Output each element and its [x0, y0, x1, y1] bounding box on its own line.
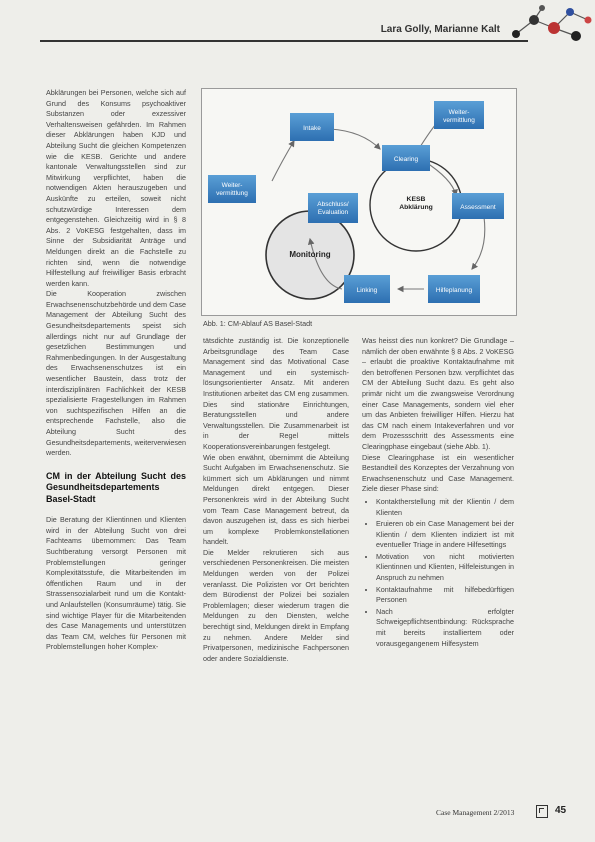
journal-logo-icon: [536, 805, 548, 818]
col3-paragraph-2: Diese Clearingphase ist ein wesentlicher Bestandteil des Konzeptes der Verzahnung von Erwachsenenschutz und Case Management. Ziele dieser Phase sind:: [362, 452, 514, 494]
label-assessment: Assessment: [460, 204, 496, 211]
list-item: • Kontaktaufnahme mit hilfebedürftigen Personen: [376, 585, 514, 606]
list-item: • Motivation von nicht motivierten Klientinnen und Klienten, Hilfeleistungen in Anspruch zu nehmen: [376, 552, 514, 584]
col1-paragraph-3: Die Beratung der Klientinnen und Klienten wird in der Abteilung Sucht von drei Fachteams übernommen: Das Team Suchtberatung versorgt Personen mit Problemstellungen geringer Komplexitätsstufe, die Mitarbeitenden im öffentlichen Raum und in der Strassensozialarbeit rund um die Kontakt- und Anlaufstellen (Konsumräume) tätig. Sie sind wichtige Player für die Mitarbeitenden des Case Managements und unterstützen das Team CM, welches für Personen mit Problemstellungen hoher Komplex-: [46, 515, 186, 652]
cm-process-figure: [201, 88, 517, 316]
node-kesb: [399, 196, 433, 211]
header-rule: [40, 40, 528, 42]
label-weiter2: Weiter-vermittlung: [216, 182, 248, 197]
node-assessment: [452, 193, 504, 219]
node-hilfeplanung: [428, 275, 480, 303]
node-monitoring: [289, 250, 330, 259]
column-2: [203, 336, 349, 664]
header-authors: Lara Golly, Marianne Kalt: [380, 24, 500, 35]
col2-paragraph-3: Die Melder rekrutieren sich aus verschiedenen Personenkreisen. Die meisten Meldungen werden von der Polizei veranlasst. Die Polizisten vor Ort berichten dem Bürodienst der Polizei bei sozialen Problemlagen; dieser wiederum tragen die Meldungen zu den Diensten, welche berechtigt sind, Meldungen direkt in Empfang zu nehmen. Andere Melder sind Privatpersonen, medizinische Fachpersonen oder andere Sozialdienste.: [203, 547, 349, 663]
node-abschluss: [308, 193, 358, 223]
col2-paragraph-2: Wie oben erwähnt, übernimmt die Abteilung Sucht Aufgaben im Erwachsenenschutz. Sie kümmert sich um Abklärungen und nimmt Meldungen direkt entgegen. Dieser Personenkreis wird in der Abteilung Sucht vom Team Case Management betreut, da davon auszugehen ist, dass es sich hierbei um komplexe Problemkonstellationen handelt.: [203, 452, 349, 547]
node-weiter1: [434, 101, 484, 129]
cm-process-diagram: [202, 89, 516, 315]
column-3: [362, 336, 514, 650]
col2-paragraph-1: tätsdichte zuständig ist. Die konzeptionelle Arbeitsgrundlage des Team Case Management sind das Motivational Case Management und ein systemisch-lösungsorientierter Ansatz. Mit anderen Institutionen arbeitet das CM eng zusammen. Dies sind stationäre Einrichtungen, Beratungsstellen und andere Verwaltungsstellen. Die Zusammenarbeit ist in der Regel mittels Kooperationsvereinbarungen festgelegt.: [203, 336, 349, 451]
label-linking: Linking: [356, 287, 378, 294]
label-clearing: Clearing: [393, 156, 419, 163]
label-monitoring: Monitoring: [289, 250, 331, 259]
node-clearing: [382, 145, 430, 171]
list-item: • Kontaktherstellung mit der Klientin / dem Klienten: [376, 497, 514, 518]
node-intake: [290, 113, 334, 141]
label-hilfeplanung: Hilfeplanung: [435, 287, 473, 294]
node-linking: [344, 275, 390, 303]
list-item: • Eruieren ob ein Case Management bei der Klientin / dem Klienten indiziert ist mit eventueller Triage in andere Hilfesettings: [376, 519, 514, 551]
journal-name: Case Management 2/2013: [436, 808, 515, 817]
list-item: • Nach erfolgter Schweigepflichtsentbindung: Rücksprache mit bereits installiertem oder vorausgegangenem Hilfesystem: [376, 607, 514, 649]
column-1: [46, 88, 186, 653]
page-number: 45: [555, 805, 567, 816]
clearing-goals-list: [362, 497, 514, 649]
col3-paragraph-1: Was heisst dies nun konkret? Die Grundlage – nämlich der oben erwähnte § 8 Abs. 2 VoKESG – erlaubt die proaktive Kontaktaufnahme mit den betroffenen Personen bzw. verpflichtet das CM der Abteilung Sucht dazu. Es geht also primär nicht um die zwangsweise Verordnung einer Case Managements, sondern viel eher um das Anbieten freiwilliger Hilfen. Hierzu hat das CM nach einem Intakeverfahren und vor dem Prozessschritt des Assessments eine Clearingphase eingebaut (siehe Abb. 1).: [362, 336, 514, 451]
label-weiter1: Weiter-vermittlung: [443, 109, 475, 124]
col1-paragraph-2: Die Kooperation zwischen Erwachsenenschutzbehörde und dem Case Management der Abteilung Sucht des Gesundheitsdepartements speist sich allerdings nicht nur auf Grundlage der gesetzlichen Bestimmungen und Rahmenbedingungen. In der Ausgestaltung des Erwachsenenschutzes ist ein wesentlicher Baustein, dass trotz der interdisziplinären Fachlichkeit der KESB spezialisierte Fragestellungen im Rahmen von suchtspezifischen Hilfen an die entsprechende Fachstelle, also die Abteilung Sucht des Gesundheitsdepartements, weiterverwiesen werden.: [46, 289, 186, 458]
node-weiter2: [208, 175, 256, 203]
section-heading: CM in der Abteilung Sucht des Gesundheitsdepartements Basel-Stadt: [46, 470, 186, 504]
label-intake: Intake: [303, 125, 321, 132]
label-abschluss: Abschluss/ Evaluation: [317, 201, 349, 216]
col1-paragraph-1: Abklärungen bei Personen, welche sich auf Grund des Konsums psychoaktiver Substanzen oder exzessiver Verhaltensweisen gefährden. Im Rahmen dieser Abklärungen haben KJD und Abteilung Sucht die gleichen Kompetenzen wie die KESB. Gerichte und andere kantonale Verwaltungsstellen sind zur Mitwirkung verpflichtet, haben die notwendigen Akten herauszugeben und Auskünfte zu erteilen, soweit nicht schutzwürdige Interessen dem entgegenstehen. Gleichzeitig wird in § 8 Abs. 2 VoKESG festgehalten, dass im Sinne der Subsidiarität Anträge und Meldungen direkt an die Fachstelle zu richten sind, wenn die notwendige Hilfestellung auf freiwilliger Basis erbracht werden kann.: [46, 88, 186, 288]
label-kesb: KESB Abklärung: [399, 196, 433, 211]
figure-caption: Abb. 1: CM-Ablauf AS Basel-Stadt: [203, 319, 313, 328]
